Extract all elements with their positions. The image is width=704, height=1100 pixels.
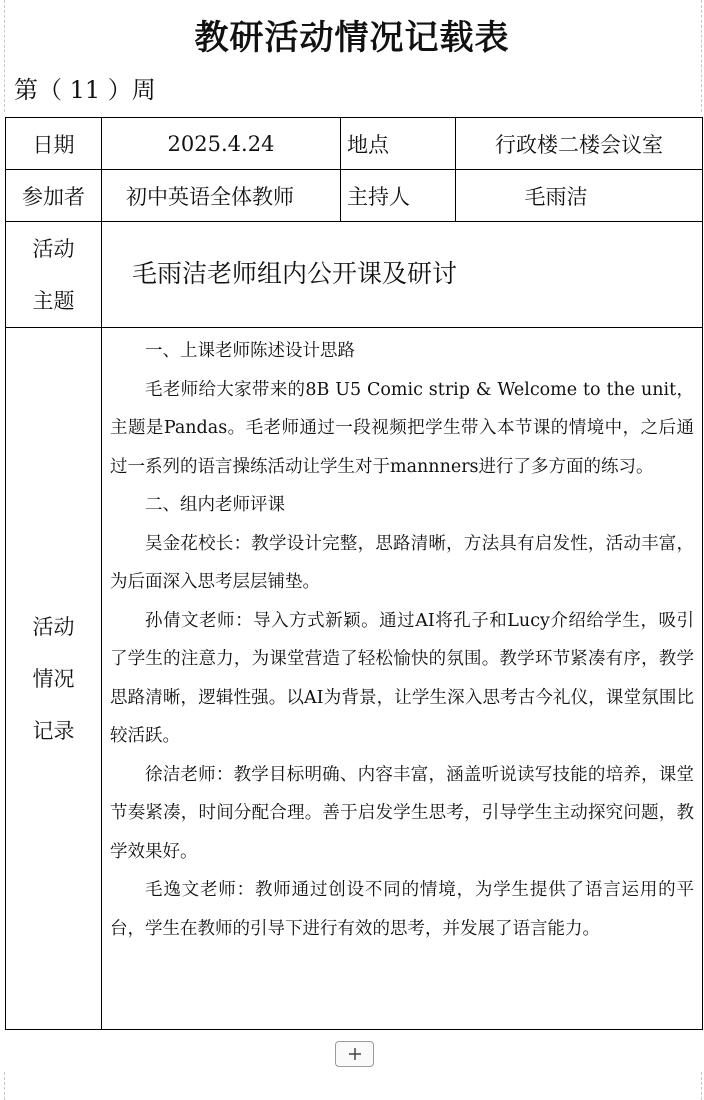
page-margin-guide-bottom-left [4, 1072, 5, 1100]
record-paragraph: 孙倩文老师：导入方式新颖。通过AI将孔子和Lucy介绍给学生，吸引了学生的注意力，为课堂营造了轻松愉快的氛围。教学环节紧凑有序，教学思路清晰，逻辑性强。以AI为背景，让学生深入思考古今礼仪，课堂氛围比较活跃。 [110, 610, 694, 746]
page-margin-guide-bottom-right [701, 1072, 702, 1100]
week-number: 第（ 11 ）周 [14, 76, 156, 104]
topic-label-line-1: 活动 [32, 236, 75, 261]
record-content[interactable] [110, 332, 694, 948]
topic-label [6, 222, 101, 327]
record-label [6, 328, 101, 1029]
document-title: 教研活动情况记载表 [194, 18, 510, 58]
record-label-line-2: 情况 [32, 666, 75, 691]
location-value[interactable]: 行政楼二楼会议室 [495, 132, 663, 157]
location-label: 地点 [347, 132, 389, 157]
record-heading-review: 二、组内老师评课 [145, 495, 285, 515]
plus-icon [347, 1046, 363, 1062]
record-label-line-1: 活动 [32, 614, 75, 639]
host-label: 主持人 [347, 184, 410, 209]
add-row-button[interactable] [335, 1041, 374, 1067]
record-heading-design: 一、上课老师陈述设计思路 [145, 341, 355, 361]
host-value[interactable]: 毛雨洁 [524, 184, 588, 209]
record-paragraph: 吴金花校长：教学设计完整，思路清晰，方法具有启发性，活动丰富，为后面深入思考层层铺垫。 [110, 533, 694, 592]
participants-label: 参加者 [22, 184, 85, 209]
date-label: 日期 [32, 132, 75, 157]
record-paragraph: 毛逸文老师：教师通过创设不同的情境，为学生提供了语言运用的平台，学生在教师的引导下进行有效的思考，并发展了语言能力。 [110, 880, 694, 939]
record-paragraph: 毛老师给大家带来的8B U5 Comic strip & Welcome to the unit，主题是Pandas。毛老师通过一段视频把学生带入本节课的情境中，之后通过一系列的语言操练活动让学生对于mannners进行了多方面的练习。 [110, 379, 694, 477]
record-paragraph: 徐洁老师：教学目标明确、内容丰富，涵盖听说读写技能的培养，课堂节奏紧凑，时间分配合理。善于启发学生思考，引导学生主动探究问题，教学效果好。 [110, 764, 694, 862]
record-label-line-3: 记录 [32, 718, 75, 743]
date-value[interactable]: 2025.4.24 [167, 131, 275, 156]
topic-label-line-2: 主题 [32, 288, 75, 313]
topic-value[interactable]: 毛雨洁老师组内公开课及研讨 [132, 259, 458, 288]
participants-value[interactable]: 初中英语全体教师 [126, 184, 294, 209]
